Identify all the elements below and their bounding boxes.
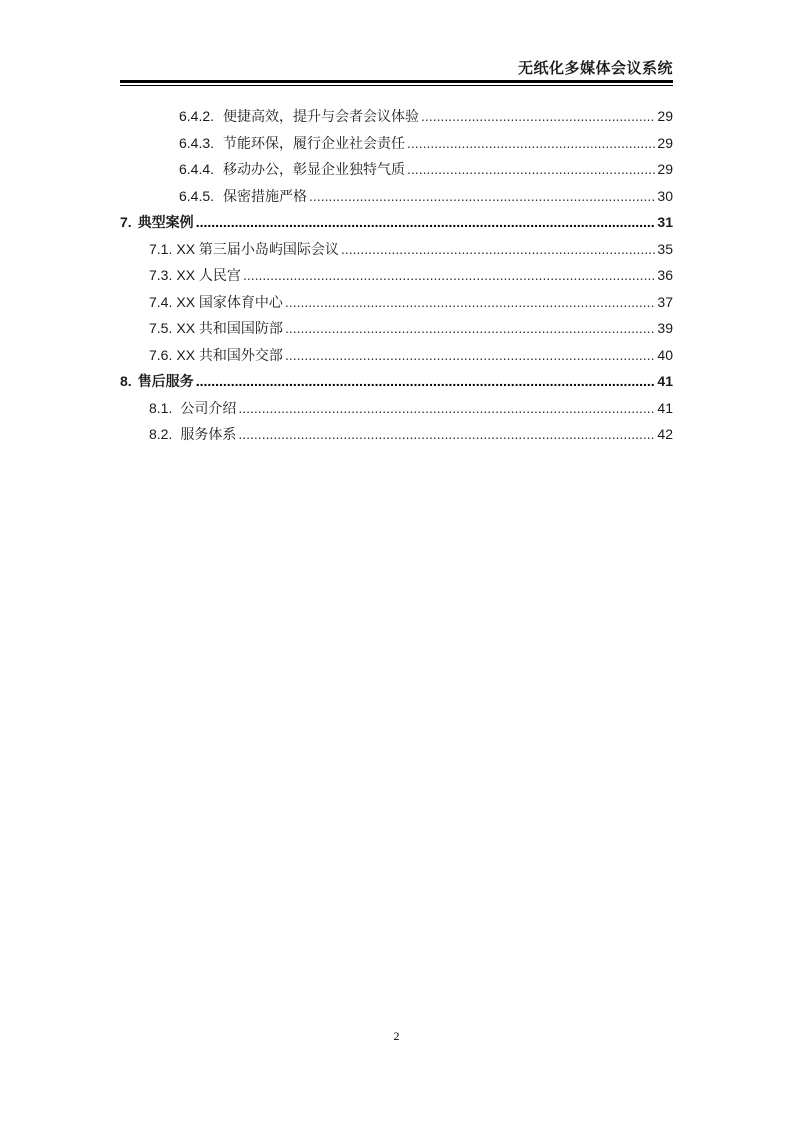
toc-dot-leader [243, 262, 655, 289]
toc-entry-7[interactable] [120, 209, 673, 236]
toc-entry-number: 7. [120, 214, 132, 230]
toc-dot-leader [421, 103, 655, 130]
toc-entry-title: 节能环保，履行企业社会责任 [223, 134, 406, 151]
toc-entry-page: 37 [657, 293, 673, 310]
toc-dot-leader [285, 289, 655, 316]
toc-entry-7-3[interactable] [120, 262, 673, 289]
toc-entry-page: 29 [657, 134, 673, 151]
toc-dot-leader [341, 236, 655, 263]
toc-entry-page: 36 [657, 267, 673, 283]
toc-entry-number: 6.4.3. [179, 134, 215, 151]
toc-entry-8-1[interactable] [120, 395, 673, 422]
toc-entry-7-4[interactable] [120, 289, 673, 316]
toc-entry-title: 便捷高效，提升与会者会议体验 [223, 108, 420, 124]
toc-entry-number: 6.4.5. [179, 187, 215, 204]
toc-entry-number: 8.2. [149, 426, 173, 442]
toc-entry-6-4-3[interactable] [120, 130, 673, 157]
toc-dot-leader [407, 130, 655, 157]
toc-entry-number: 7.1. [149, 240, 173, 257]
toc-dot-leader [285, 342, 655, 369]
table-of-contents [120, 103, 673, 448]
toc-entry-title: XX 共和国国防部 [176, 320, 283, 336]
toc-dot-leader [309, 183, 655, 210]
header-rule-thick [120, 80, 673, 83]
header-rule-thin [120, 85, 673, 86]
toc-entry-page: 41 [657, 373, 673, 389]
toc-entry-page: 30 [657, 187, 673, 204]
toc-entry-6-4-5[interactable] [120, 183, 673, 210]
toc-entry-page: 35 [657, 240, 673, 257]
toc-entry-title: 售后服务 [137, 373, 194, 389]
toc-entry-7-6[interactable] [120, 342, 673, 369]
toc-dot-leader [238, 395, 655, 422]
toc-entry-page: 39 [657, 320, 673, 336]
toc-entry-title: 服务体系 [180, 426, 237, 442]
toc-entry-number: 7.3. [149, 267, 173, 283]
toc-entry-number: 7.4. [149, 293, 173, 310]
toc-entry-page: 29 [657, 108, 673, 124]
toc-entry-title: XX 共和国外交部 [176, 346, 283, 363]
toc-entry-number: 7.6. [149, 346, 173, 363]
toc-entry-page: 42 [657, 426, 673, 442]
toc-entry-page: 40 [657, 346, 673, 363]
toc-entry-title: XX 人民宫 [176, 267, 241, 283]
toc-entry-6-4-2[interactable] [120, 103, 673, 130]
toc-entry-number: 8. [120, 373, 132, 389]
toc-entry-title: XX 国家体育中心 [176, 293, 283, 310]
page-number: 2 [393, 1029, 400, 1043]
toc-entry-title: 保密措施严格 [223, 187, 308, 204]
toc-entry-7-1[interactable] [120, 236, 673, 263]
toc-entry-number: 6.4.4. [179, 161, 215, 177]
header-title: 无纸化多媒体会议系统 [517, 60, 673, 77]
toc-entry-page: 29 [657, 161, 673, 177]
toc-entry-8-2[interactable] [120, 421, 673, 448]
toc-entry-number: 6.4.2. [179, 108, 215, 124]
toc-entry-page: 31 [657, 214, 673, 230]
toc-entry-8[interactable] [120, 368, 673, 395]
toc-dot-leader [407, 156, 655, 183]
toc-entry-title: 移动办公，彰显企业独特气质 [223, 161, 406, 177]
toc-dot-leader [238, 421, 655, 448]
toc-entry-title: 典型案例 [137, 214, 194, 230]
toc-entry-title: 公司介绍 [180, 399, 237, 416]
toc-dot-leader [285, 315, 655, 342]
toc-entry-title: XX 第三届小岛屿国际会议 [176, 240, 339, 257]
toc-dot-leader [196, 368, 656, 395]
toc-entry-number: 8.1. [149, 399, 173, 416]
toc-dot-leader [196, 209, 656, 236]
toc-entry-7-5[interactable] [120, 315, 673, 342]
toc-entry-6-4-4[interactable] [120, 156, 673, 183]
toc-entry-page: 41 [657, 399, 673, 416]
toc-entry-number: 7.5. [149, 320, 173, 336]
